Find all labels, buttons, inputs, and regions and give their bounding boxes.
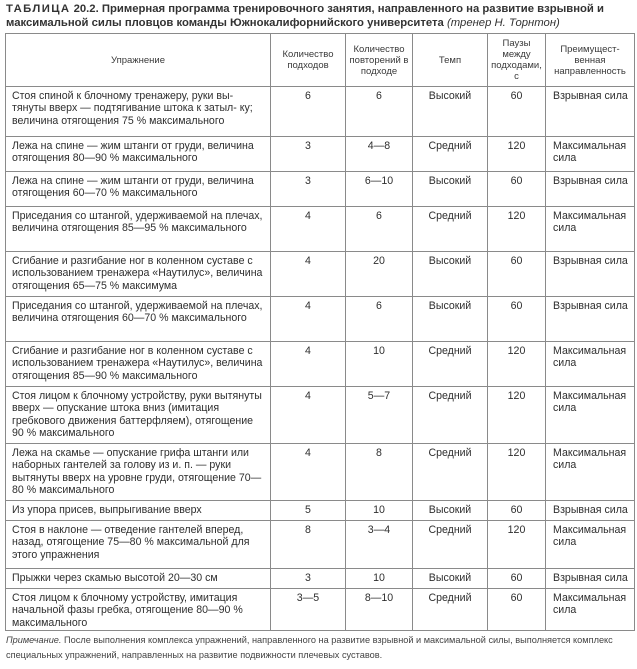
- rest-cell: 60: [488, 252, 546, 297]
- header-reps: Количество повторений в подходе: [346, 34, 413, 87]
- direction-cell: Взрывная сила: [546, 87, 635, 137]
- sets-cell: 3—5: [271, 589, 346, 631]
- header-tempo: Темп: [413, 34, 488, 87]
- sets-cell: 6: [271, 87, 346, 137]
- reps-cell: 3—4: [346, 521, 413, 569]
- tempo-cell: Средний: [413, 207, 488, 252]
- header-exercise: Упражнение: [6, 34, 271, 87]
- reps-cell: 8: [346, 444, 413, 501]
- header-rest: Паузы между подходами, с: [488, 34, 546, 87]
- table-row: [6, 342, 635, 387]
- sets-cell: 4: [271, 444, 346, 501]
- caption-title: Примерная программа тренировочного занятия, направленного на развитие взрывной и максимальной силы пловцов команды Южнокалифорнийского университета: [6, 3, 604, 29]
- note-text: После выполнения комплекса упражнений, направленного на развитие взрывной и максимальной силы, выполняется комплекс специальных упражнений, направленных на развитие подвижности плечевых суставов.: [6, 635, 613, 660]
- caption-label: ТАБЛИЦА: [6, 3, 71, 15]
- reps-cell: 20: [346, 252, 413, 297]
- table-note: [6, 633, 632, 663]
- sets-cell: 4: [271, 252, 346, 297]
- sets-cell: 4: [271, 297, 346, 342]
- table-row: [6, 444, 635, 501]
- tempo-cell: Высокий: [413, 501, 488, 521]
- table-row: [6, 521, 635, 569]
- sets-cell: 4: [271, 387, 346, 444]
- direction-cell: Взрывная сила: [546, 569, 635, 589]
- reps-cell: 10: [346, 569, 413, 589]
- reps-cell: 6: [346, 297, 413, 342]
- rest-cell: 60: [488, 501, 546, 521]
- sets-cell: 3: [271, 569, 346, 589]
- direction-cell: Максимальная сила: [546, 521, 635, 569]
- sets-cell: 3: [271, 137, 346, 172]
- exercise-cell: Стоя лицом к блочному устройству, руки вытянуты вверх — опускание штока вниз (имитация гребкового движения баттерфляем), отягощение 90 % максимального: [6, 387, 271, 444]
- table-row: [6, 172, 635, 207]
- rest-cell: 60: [488, 569, 546, 589]
- tempo-cell: Высокий: [413, 87, 488, 137]
- table-row: [6, 589, 635, 631]
- direction-cell: Максимальная сила: [546, 387, 635, 444]
- direction-cell: Взрывная сила: [546, 172, 635, 207]
- tempo-cell: Средний: [413, 137, 488, 172]
- reps-cell: 8—10: [346, 589, 413, 631]
- direction-cell: Взрывная сила: [546, 297, 635, 342]
- table-header-row: [6, 34, 635, 87]
- exercise-cell: Сгибание и разгибание ног в коленном суставе с использованием тренажера «Наутилус», величина отягощения 85—90 % максимального: [6, 342, 271, 387]
- rest-cell: 120: [488, 444, 546, 501]
- exercise-cell: Лежа на скамье — опускание грифа штанги или наборных гантелей за голову из и. п. — руки вытянуты вверх на уровне груди, отягощение 70—80 % максимального: [6, 444, 271, 501]
- rest-cell: 120: [488, 207, 546, 252]
- direction-cell: Максимальная сила: [546, 342, 635, 387]
- table-caption: [6, 2, 632, 30]
- tempo-cell: Высокий: [413, 252, 488, 297]
- rest-cell: 120: [488, 521, 546, 569]
- header-direction: Преимущест- венная направленность: [546, 34, 635, 87]
- tempo-cell: Высокий: [413, 297, 488, 342]
- exercise-cell: Из упора присев, выпрыгивание вверх: [6, 501, 271, 521]
- direction-cell: Максимальная сила: [546, 137, 635, 172]
- sets-cell: 4: [271, 342, 346, 387]
- reps-cell: 10: [346, 342, 413, 387]
- exercise-cell: Приседания со штангой, удерживаемой на плечах, величина отягощения 60—70 % максимального: [6, 297, 271, 342]
- reps-cell: 6: [346, 207, 413, 252]
- direction-cell: Взрывная сила: [546, 252, 635, 297]
- exercise-cell: Стоя лицом к блочному устройству, имитация начальной фазы гребка, отягощение 80—90 % максимального: [6, 589, 271, 631]
- reps-cell: 5—7: [346, 387, 413, 444]
- tempo-cell: Средний: [413, 521, 488, 569]
- rest-cell: 120: [488, 137, 546, 172]
- caption-number: 20.2.: [73, 3, 99, 15]
- rest-cell: 60: [488, 297, 546, 342]
- exercise-cell: Лежа на спине — жим штанги от груди, величина отягощения 60—70 % максимального: [6, 172, 271, 207]
- rest-cell: 60: [488, 87, 546, 137]
- header-sets: Количество подходов: [271, 34, 346, 87]
- reps-cell: 4—8: [346, 137, 413, 172]
- exercise-cell: Сгибание и разгибание ног в коленном суставе с использованием тренажера «Наутилус», величина отягощения 65—75 % максимума: [6, 252, 271, 297]
- table-row: [6, 569, 635, 589]
- note-label: Примечание.: [6, 635, 62, 645]
- direction-cell: Максимальная сила: [546, 207, 635, 252]
- direction-cell: Максимальная сила: [546, 589, 635, 631]
- rest-cell: 60: [488, 172, 546, 207]
- exercise-cell: Стоя в наклоне — отведение гантелей вперед, назад, отягощение 75—80 % максимальной для этого упражнения: [6, 521, 271, 569]
- reps-cell: 6—10: [346, 172, 413, 207]
- direction-cell: Максимальная сила: [546, 444, 635, 501]
- tempo-cell: Высокий: [413, 569, 488, 589]
- exercise-cell: Прыжки через скамью высотой 20—30 см: [6, 569, 271, 589]
- sets-cell: 5: [271, 501, 346, 521]
- table-row: [6, 501, 635, 521]
- exercise-cell: Приседания со штангой, удерживаемой на плечах, величина отягощения 85—95 % максимального: [6, 207, 271, 252]
- exercise-cell: Лежа на спине — жим штанги от груди, величина отягощения 80—90 % максимального: [6, 137, 271, 172]
- tempo-cell: Высокий: [413, 172, 488, 207]
- sets-cell: 4: [271, 207, 346, 252]
- rest-cell: 120: [488, 387, 546, 444]
- rest-cell: 60: [488, 589, 546, 631]
- tempo-cell: Средний: [413, 342, 488, 387]
- table-row: [6, 387, 635, 444]
- reps-cell: 6: [346, 87, 413, 137]
- table-row: [6, 297, 635, 342]
- caption-coach: (тренер Н. Торнтон): [446, 17, 560, 29]
- training-table: [5, 33, 635, 631]
- table-row: [6, 87, 635, 137]
- table-row: [6, 252, 635, 297]
- table-row: [6, 207, 635, 252]
- tempo-cell: Средний: [413, 387, 488, 444]
- sets-cell: 3: [271, 172, 346, 207]
- rest-cell: 120: [488, 342, 546, 387]
- tempo-cell: Средний: [413, 444, 488, 501]
- reps-cell: 10: [346, 501, 413, 521]
- direction-cell: Взрывная сила: [546, 501, 635, 521]
- table-row: [6, 137, 635, 172]
- tempo-cell: Средний: [413, 589, 488, 631]
- sets-cell: 8: [271, 521, 346, 569]
- exercise-cell: Стоя спиной к блочному тренажеру, руки вы- тянуты вверх — подтягивание штока к затыл- ку; величина отягощения 75 % максимального: [6, 87, 271, 137]
